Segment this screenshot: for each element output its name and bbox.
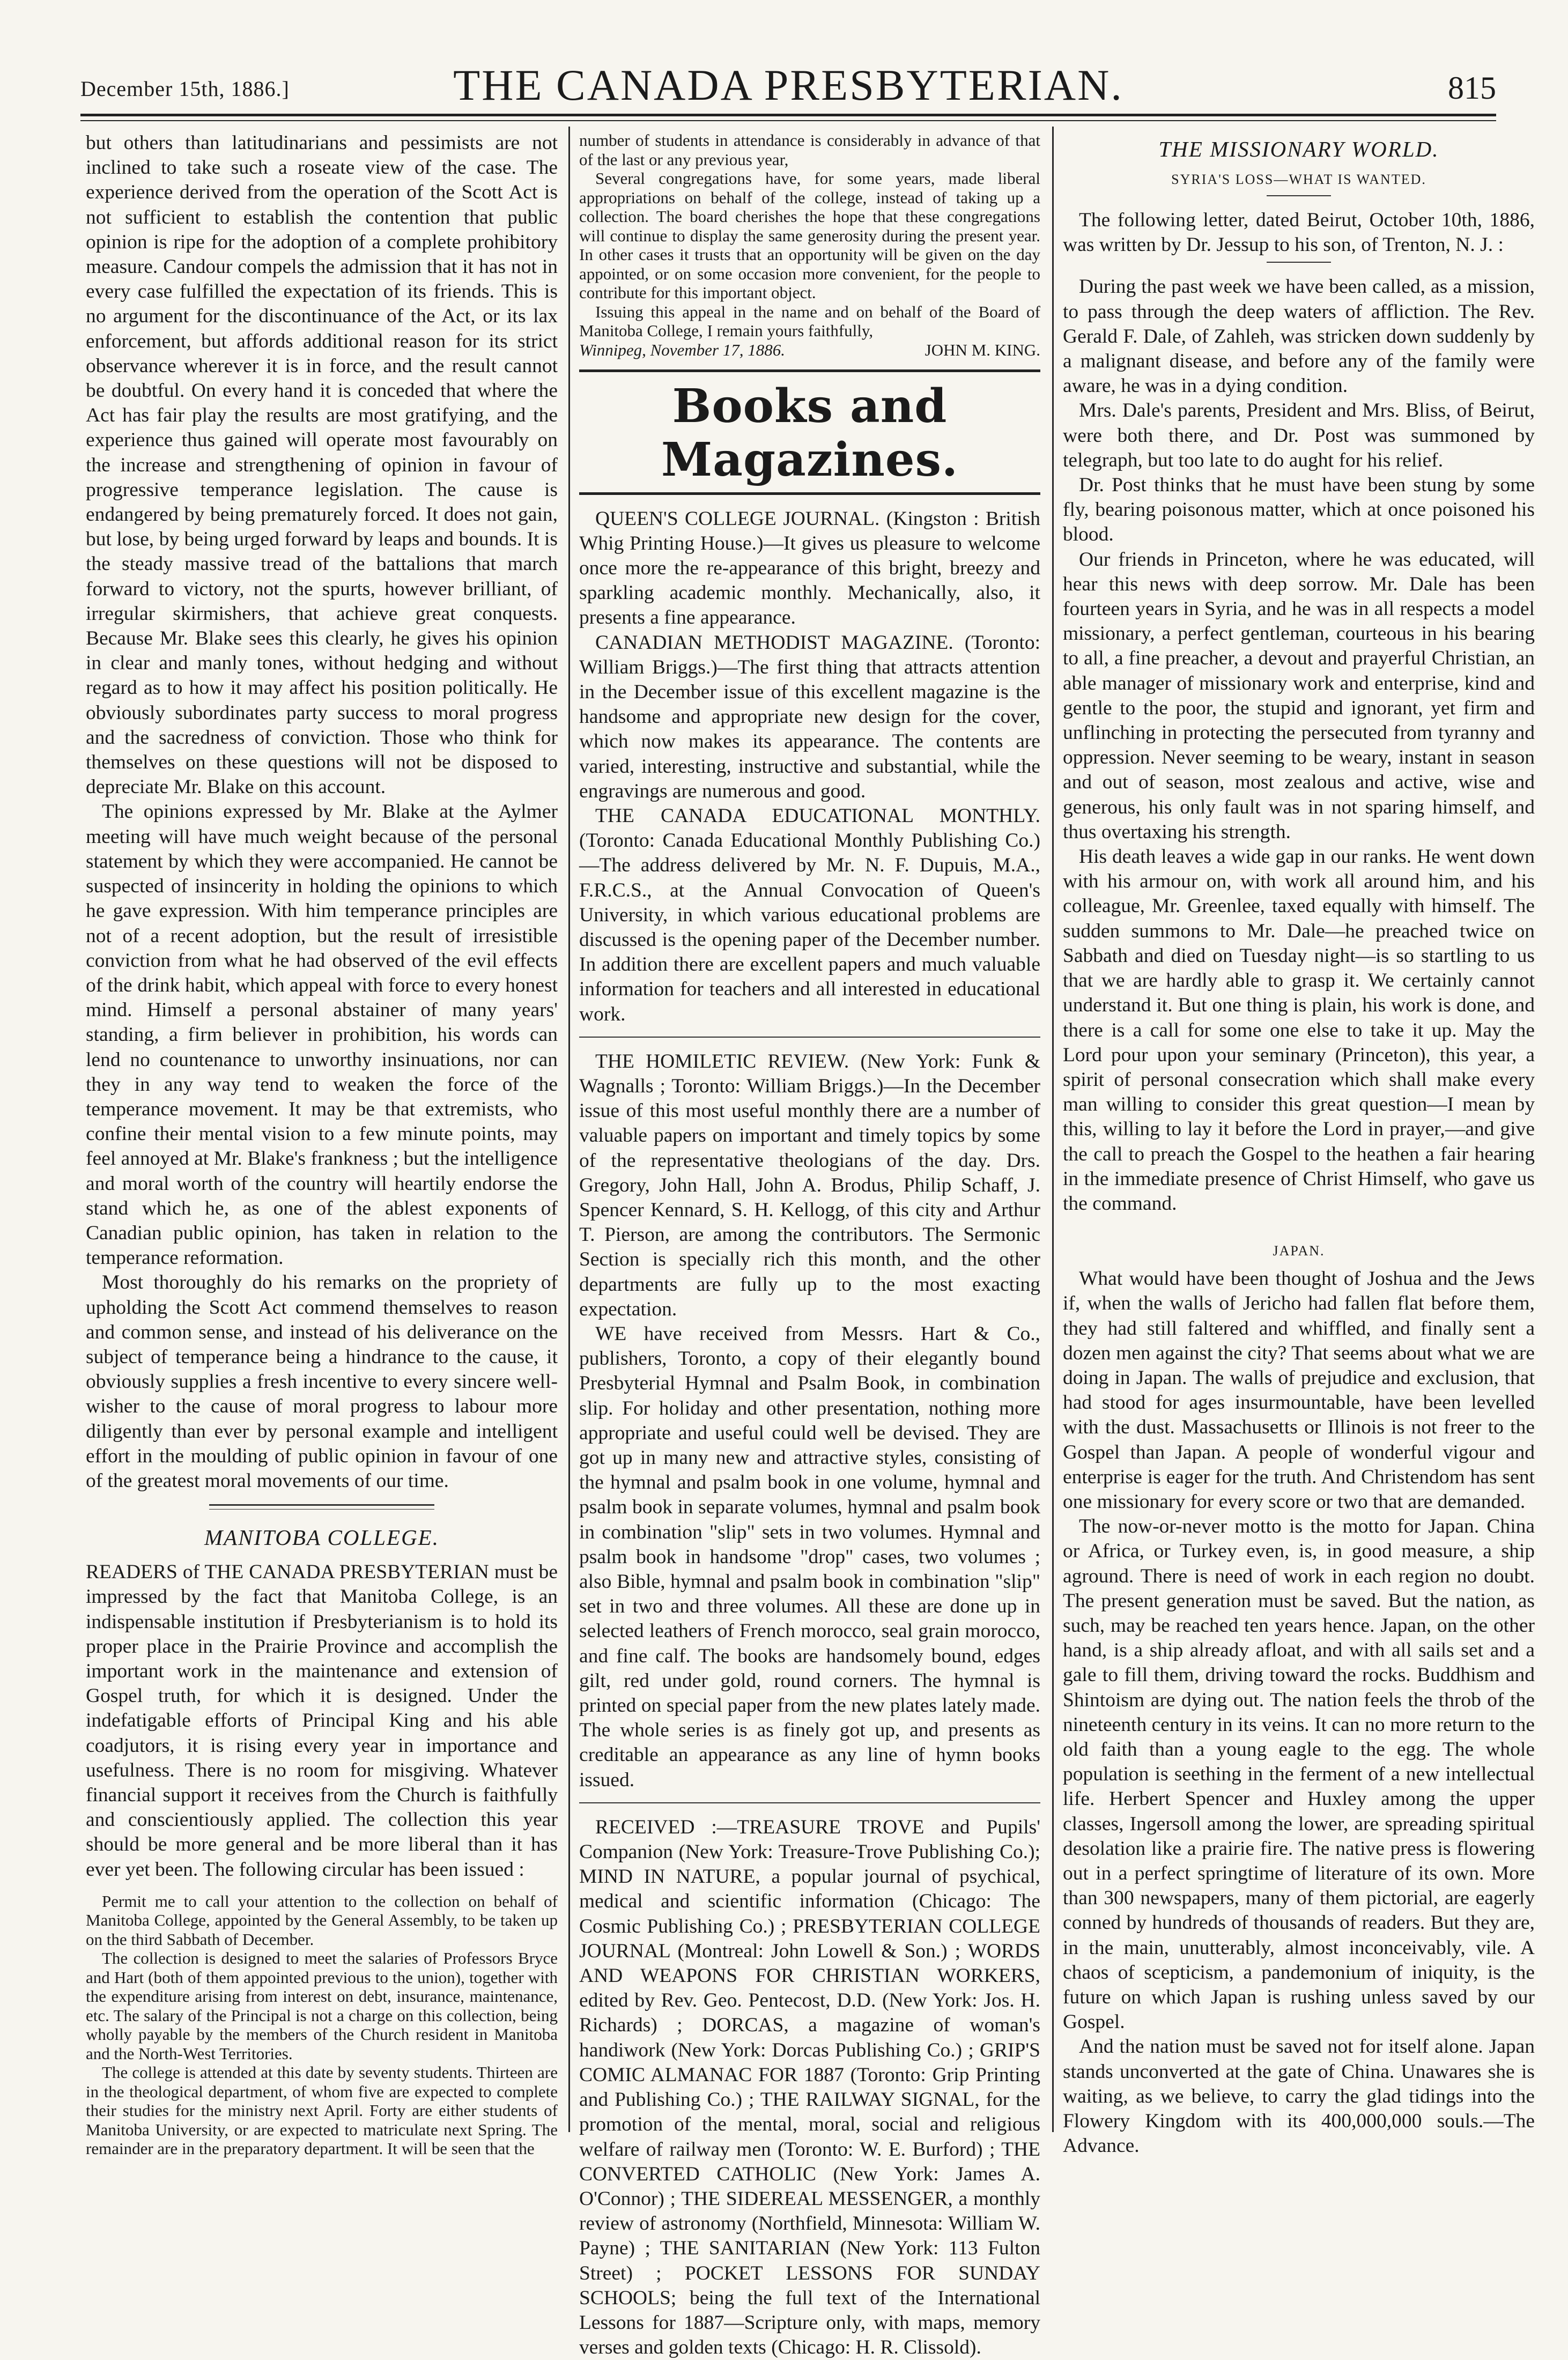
article-paragraph: And the nation must be saved not for itself alone. Japan stands unconverted at the gate of China. Unawares she is waiting, as we believe, to carry the glad tidings into the Flowery Kingdom with its 400,000,000 souls.—The Advance. bbox=[1063, 2036, 1535, 2157]
article-paragraph: READERS of THE CANADA PRESBYTERIAN must be impressed by the fact that Manitoba College, is an indispensable institution if Presbyterianism is to hold its proper place in the Prairie Province and accomplish the important work in the maintenance and extension of Gospel truth, for which it is designed. Under the indefatigable efforts of Principal King and his able coadjutors, it is rising every year in importance and usefulness. There is no room for misgiving. Whatever financial support it receives from the Church is faithfully and conscientiously applied. The collection this year should be more general and be more liberal than it has ever yet been. The following circular has been issued : bbox=[86, 1561, 558, 1881]
circular-paragraph: The collection is designed to meet the salaries of Professors Bryce and Hart (both of them appointed previous to the union), together with the expenditure arising from interest on debt, insurance, maintenance, etc. The salary of the Principal is not a charge on this collection, being wholly payable by the members of the Church resident in Manitoba and the North-West Territories. bbox=[86, 1949, 558, 2063]
article-paragraph: What would have been thought of Joshua and the Jews if, when the walls of Jericho had fallen flat before them, they had still faltered and whiffled, and finally sent a dozen men against the city? That seems about what we are doing in Japan. The walls of prejudice and exclusion, that had stood for ages insurmountable, have been levelled with the dust. Massachusetts or Illinois is not freer to the Gospel than Japan. A people of wonderful vigour and enterprise is eager for the truth. And Christendom has sent one missionary for every score or two that are demanded. bbox=[1063, 1268, 1535, 1513]
section-divider bbox=[1267, 262, 1331, 263]
section-divider bbox=[209, 1509, 434, 1510]
review-divider bbox=[579, 1037, 1040, 1038]
review-paragraph: THE CANADA EDUCATIONAL MONTHLY. (Toronto: Canada Educational Monthly Publishing Co.)—The address delivered by Mr. N. F. Dupuis, M.A., F.R.C.S., at the Annual Convocation of Queen's University, in which various educational problems are discussed is the opening paper of the December number. In addition there are excellent papers and much valuable information for teachers and all interested in educational work. bbox=[579, 804, 1040, 1025]
header-rule-thin bbox=[80, 120, 1496, 121]
books-magazines-banner bbox=[579, 369, 1040, 495]
circular-paragraph: Several congregations have, for some years, made liberal appropriations on behalf of the college, instead of taking up a collection. The board cherishes the hope that these congregations will continue to display the same generosity during the present year. In other cases it trusts that an opportunity will be given on the day appointed, or on some occasion more convenient, for the people to contribute for this important object. bbox=[579, 169, 1040, 302]
subsection-title-japan: JAPAN. bbox=[1273, 1243, 1325, 1259]
section-divider bbox=[209, 1504, 434, 1506]
article-paragraph: The now-or-never motto is the motto for Japan. China or Africa, or Turkey even, is, in good measure, a ship aground. There is need of work in each region no doubt. The present generation must be saved. But the nation, as such, may be reached ten years hence. Japan, on the other hand, is a ship already afloat, and with all sails set and a gale to fill them, driving toward the rocks. Buddhism and Shintoism are dying out. The nation feels the throb of the nineteenth century in its veins. It can no more return to the old faith than a young eagle to the egg. The whole population is seething in the ferment of a new intellectual life. Herbert Spencer and Huxley among the upper classes, Ingersoll among the lower, are spreading spiritual desolation like a prairie fire. The native press is flowering out in a perfect springtime of literature of its own. More than 300 newspapers, many of them pictorial, are eagerly conned by hundreds of thousands of readers. But they are, in the main, unutterably, almost inconceivably, vile. A chaos of scepticism, a pandemonium of iniquity, is the future on which Japan is rushing unless saved by our Gospel. bbox=[1063, 1515, 1535, 2033]
section-title-manitoba: MANITOBA COLLEGE. bbox=[204, 1525, 439, 1550]
page-header bbox=[80, 60, 1496, 114]
review-paragraph: QUEEN'S COLLEGE JOURNAL. (Kingston : British Whig Printing House.)—It gives us pleasure to welcome once more the re-appearance of this bright, breezy and sparkling academic monthly. Mechanically, also, it presents a fine appearance. bbox=[579, 507, 1040, 629]
column-left bbox=[86, 131, 558, 2158]
circular-paragraph: number of students in attendance is considerably in advance of that of the last or any previous year, bbox=[579, 131, 1040, 169]
header-rule bbox=[80, 114, 1496, 116]
column-divider bbox=[568, 127, 570, 2132]
column-middle bbox=[579, 131, 1040, 2359]
article-paragraph: During the past week we have been called, as a mission, to pass through the deep waters of affliction. The Rev. Gerald F. Dale, of Zahleh, was stricken down suddenly by a malignant disease, and before any of the family were aware, he was in a dying condition. bbox=[1063, 276, 1535, 397]
newspaper-title: THE CANADA PRESBYTERIAN. bbox=[453, 61, 1123, 109]
page-number: 815 bbox=[1448, 70, 1496, 106]
section-title-missionary: THE MISSIONARY WORLD. bbox=[1158, 137, 1439, 161]
received-list: RECEIVED :—TREASURE TROVE and Pupils' Companion (New York: Treasure-Trove Publishing Co.); MIND IN NATURE, a popular journal of psychical, medical and scientific information (Chicago: The Cosmic Publishing Co.) ; PRESBYTERIAN COLLEGE JOURNAL (Montreal: John Lowell & Son.) ; WORDS AND WEAPONS FOR CHRISTIAN WORKERS, edited by Rev. Geo. Pentecost, D.D. (New York: Jos. H. Richards) ; DORCAS, a magazine of woman's handiwork (New York: Dorcas Publishing Co.) ; GRIP'S COMIC ALMANAC FOR 1887 (Toronto: Grip Printing and Publishing Co.) ; THE RAILWAY SIGNAL, for the promotion of the mental, moral, social and religious welfare of railway men (Toronto: W. E. Burford) ; THE CONVERTED CATHOLIC (New York: James A. O'Connor) ; THE SIDEREAL MESSENGER, a monthly review of astronomy (Northfield, Minnesota: William W. Payne) ; THE SANITARIAN (New York: 113 Fulton Street) ; POCKET LESSONS FOR SUNDAY SCHOOLS; being the full text of the International Lessons for 1887—Scripture only, with maps, memory verses and golden texts (Chicago: H. R. Clissold). bbox=[579, 1816, 1040, 2359]
article-paragraph: Our friends in Princeton, where he was educated, will hear this news with deep sorrow. Mr. Dale has been fourteen years in Syria, and he was in all respects a model missionary, a perfect gentleman, courteous in his bearing to all, a fine preacher, a devout and prayerful Christian, an able manager of missionary work and enterprise, kind and gentle to the poor, the stupid and ignorant, yet firm and unflinching in protecting the persecuted from tyranny and oppression. Never seeming to be weary, instant in season and out of season, most zealous and active, wise and generous, his only fault was in not sparing himself, and thus overtaxing his strength. bbox=[1063, 548, 1535, 843]
article-paragraph: but others than latitudinarians and pessimists are not inclined to take such a roseate view of the case. The experience derived from the operation of the Scott Act is not sufficient to establish the contention that public opinion is ripe for the adoption of a complete prohibitory measure. Candour compels the admission that it has not in every case fulfilled the expectation of its friends. This is no argument for the discontinuance of the Act, or its lax enforcement, but affords additional reason for its strict observance wherever it is in force, and the result cannot be doubtful. On every hand it is conceded that where the Act has fair play the results are most gratifying, and the experience thus gained will operate most favourably on the increase and strengthening of opinion in favour of progressive temperance legislation. The cause is endangered by being prematurely forced. It does not gain, but lose, by being urged forward by leaps and bounds. It is the steady massive tread of the battalions that march forward to victory, not the spurts, however brilliant, of irregular skirmishers, that achieve great conquests. Because Mr. Blake sees this clearly, he gives his opinion in clear and manly tones, without hedging and without regard as to how it may affect his position politically. He obviously subordinates party success to moral progress and the sacredness of conviction. Those who think for themselves on these questions will not be disposed to depreciate Mr. Blake on this account. bbox=[86, 132, 558, 798]
circular-paragraph: Issuing this appeal in the name and on behalf of the Board of Manitoba College, I remain yours faithfully, bbox=[579, 302, 1040, 340]
review-divider bbox=[579, 1802, 1040, 1803]
review-paragraph: WE have received from Messrs. Hart & Co., publishers, Toronto, a copy of their elegantly bound Presbyterial Hymnal and Psalm Book, in combination slip. For holiday and other presentation, nothing more appropriate and useful could well be devised. They are got up in many new and attractive styles, consisting of the hymnal and psalm book in one volume, hymnal and psalm book in separate volumes, hymnal and psalm book in combination "slip" sets in two volumes. Hymnal and psalm book in handsome "drop" cases, two volumes ; also Bible, hymnal and psalm book in combination "slip" set in two and three volumes. All these are done up in selected leathers of French morocco, seal grain morocco, and fine calf. The books are handsomely bound, edges gilt, red under gold, round corners. The hymnal is printed on special paper from the new plates lately made. The whole series is as finely got up, and presents as creditable an appearance as any line of hymn books issued. bbox=[579, 1323, 1040, 1791]
signature-place-date: Winnipeg, November 17, 1886. bbox=[579, 340, 786, 359]
section-divider bbox=[1267, 195, 1331, 196]
article-paragraph: Most thoroughly do his remarks on the propriety of upholding the Scott Act commend themselves to reason and common sense, and instead of his deliverance on the subject of temperance being a hindrance to the cause, it obviously supplies a fresh incentive to every sincere well-wisher to the cause of moral progress to labour more diligently than ever by personal example and intelligent effort in the moulding of public opinion in favour of one of the greatest moral movements of our time. bbox=[86, 1271, 558, 1492]
column-divider bbox=[1052, 127, 1054, 2132]
article-paragraph: His death leaves a wide gap in our ranks. He went down with his armour on, with work all around him, and his colleague, Mr. Greenlee, taxed equally with himself. The sudden summons to Mr. Dale—he preached twice on Sabbath and died on Tuesday night—is so startling to us that we are hardly able to grasp it. We certainly cannot understand it. But one thing is plain, his work is done, and there is a call for some one else to take it up. May the Lord pour upon your seminary (Princeton), this year, a spirit of personal consecration which shall make every man willing to consider this great question—I mean by this, willing to lay it before the Lord in prayer,—and give the call to preach the Gospel to the heathen a fair hearing in the immediate presence of Christ Himself, who gave us the command. bbox=[1063, 846, 1535, 1215]
section-title-books: Books and Magazines. bbox=[661, 379, 958, 487]
article-paragraph: Mrs. Dale's parents, President and Mrs. Bliss, of Beirut, were both there, and Dr. Post was summoned by telegraph, but too late to do aught for his relief. bbox=[1063, 400, 1535, 471]
article-paragraph: The following letter, dated Beirut, October 10th, 1886, was written by Dr. Jessup to his son, of Trenton, N. J. : bbox=[1063, 209, 1535, 256]
article-paragraph: The opinions expressed by Mr. Blake at the Aylmer meeting will have much weight because of the personal statement by which they were accompanied. He cannot be suspected of insincerity in holding the opinions to which he gave expression. With him temperance principles are not of a recent adoption, but the result of irresistible conviction from what he had observed of the evil effects of the drink habit, which appeal with force to every honest mind. Himself a personal abstainer of many years' standing, a firm believer in prohibition, his words can lend no countenance to unworthy insinuations, nor can they in any way tend to weaken the force of the temperance movement. It may be that extremists, who confine their mental vision to a few minute points, may feel annoyed at Mr. Blake's frankness ; but the intelligence and moral worth of the country will heartily endorse the stand which he, as one of the ablest exponents of Canadian public opinion, has taken in relation to the temperance reformation. bbox=[86, 801, 558, 1269]
article-paragraph: Dr. Post thinks that he must have been stung by some fly, bearing poisonous matter, which at once poisoned his blood. bbox=[1063, 474, 1535, 546]
issue-date: December 15th, 1886.] bbox=[80, 77, 290, 101]
circular-paragraph: The college is attended at this date by seventy students. Thirteen are in the theological department, of whom five are expected to complete their studies for the ministry next April. Forty are either students of Manitoba University, or are expected to matriculate next Spring. The remainder are in the preparatory department. It will be seen that the bbox=[86, 2063, 558, 2158]
column-right bbox=[1063, 131, 1535, 2157]
subsection-title-syria: SYRIA'S LOSS—WHAT IS WANTED. bbox=[1171, 172, 1426, 187]
circular-paragraph: Permit me to call your attention to the collection on behalf of Manitoba College, appointed by the General Assembly, to be taken up on the third Sabbath of December. bbox=[86, 1891, 558, 1949]
review-paragraph: THE HOMILETIC REVIEW. (New York: Funk & Wagnalls ; Toronto: William Briggs.)—In the December issue of this most useful monthly there are a number of valuable papers on important and timely topics by some of the representative theologians of the day. Drs. Gregory, John Hall, John A. Brodus, Philip Schaff, J. Spencer Kennard, S. H. Kellogg, of this city and Arthur T. Pierson, are among the contributors. The Sermonic Section is specially rich this month, and the other departments are fully up to the most exacting expectation. bbox=[579, 1050, 1040, 1320]
signature-name: JOHN M. KING. bbox=[924, 340, 1040, 359]
circular-signature bbox=[579, 341, 1040, 360]
review-paragraph: CANADIAN METHODIST MAGAZINE. (Toronto: William Briggs.)—The first thing that attracts attention in the December issue of this excellent magazine is the handsome and appropriate new design for the cover, which now makes its appearance. The contents are varied, interesting, instructive and substantial, while the engravings are numerous and good. bbox=[579, 631, 1040, 802]
